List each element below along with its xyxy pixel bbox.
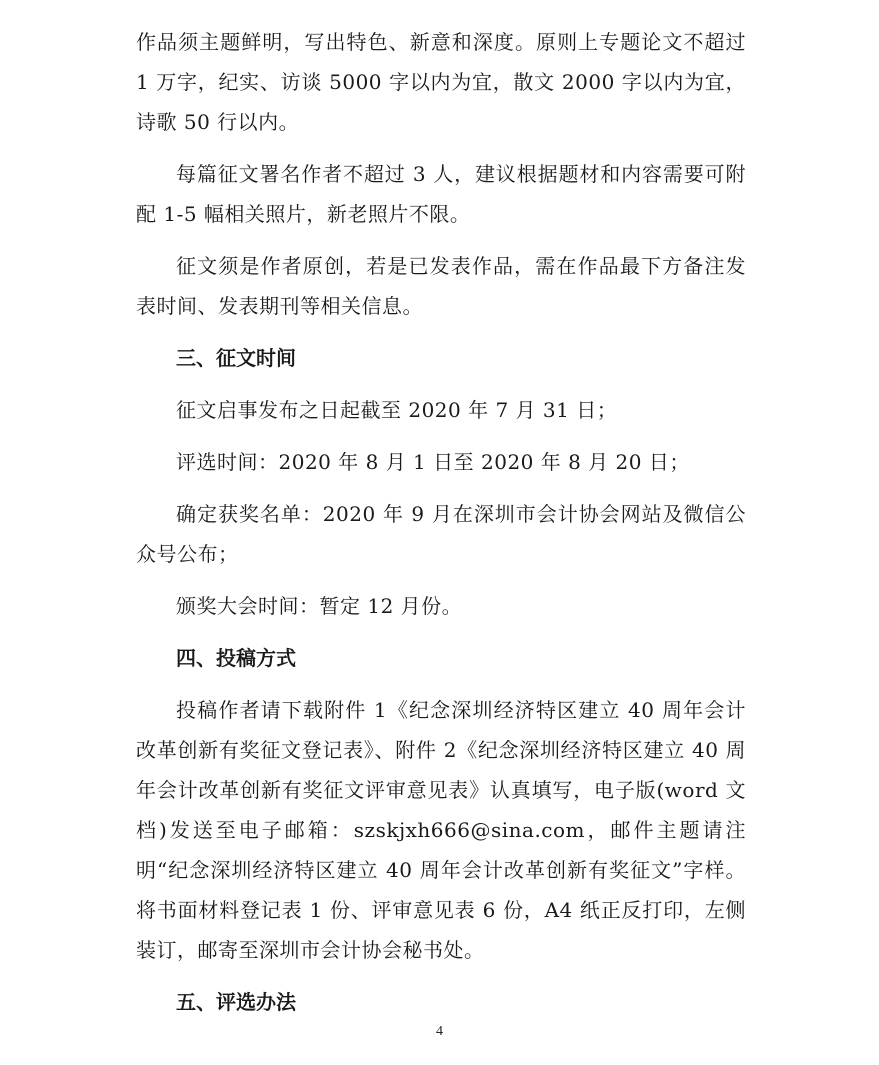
section-heading-submission-period: 三、征文时间 [176,346,296,370]
paragraph-award-ceremony: 颁奖大会时间：暂定 12 月份。 [176,594,463,618]
paragraph-author-limit: 每篇征文署名作者不超过 3 人，建议根据题材和内容需要可附配 1-5 幅相关照片，新老照片不限。 [136,162,746,226]
paragraph-winner-announcement: 确定获奖名单：2020 年 9 月在深圳市会计协会网站及微信公众号公布； [136,502,746,566]
paragraph-work-requirements: 作品须主题鲜明，写出特色、新意和深度。原则上专题论文不超过 1 万字，纪实、访谈 5000 字以内为宜，散文 2000 字以内为宜，诗歌 50 行以内。 [136,30,746,134]
page-number: 4 [436,1024,443,1039]
paragraph-deadline: 征文启事发布之日起截至 2020 年 7 月 31 日； [176,398,618,422]
paragraph-originality: 征文须是作者原创，若是已发表作品，需在作品最下方备注发表时间、发表期刊等相关信息。 [136,254,746,318]
paragraph-review-period: 评选时间：2020 年 8 月 1 日至 2020 年 8 月 20 日； [176,450,690,474]
document-body [136,22,746,1022]
paragraph-submission-instructions: 投稿作者请下载附件 1《纪念深圳经济特区建立 40 周年会计改革创新有奖征文登记表》、附件 2《纪念深圳经济特区建立 40 周年会计改革创新有奖征文评审意见表》认真填写，电子版(word 文档)发送至电子邮箱：szskjxh666@sina.com，邮件主题请注明“纪念深圳经济特区建立 40 周年会计改革创新有奖征文”字样。将书面材料登记表 1 份、评审意见表 6 份，A4 纸正反打印，左侧装订，邮寄至深圳市会计协会秘书处。 [136,698,746,962]
section-heading-evaluation-method: 五、评选办法 [176,990,296,1014]
section-heading-submission-method: 四、投稿方式 [176,646,296,670]
